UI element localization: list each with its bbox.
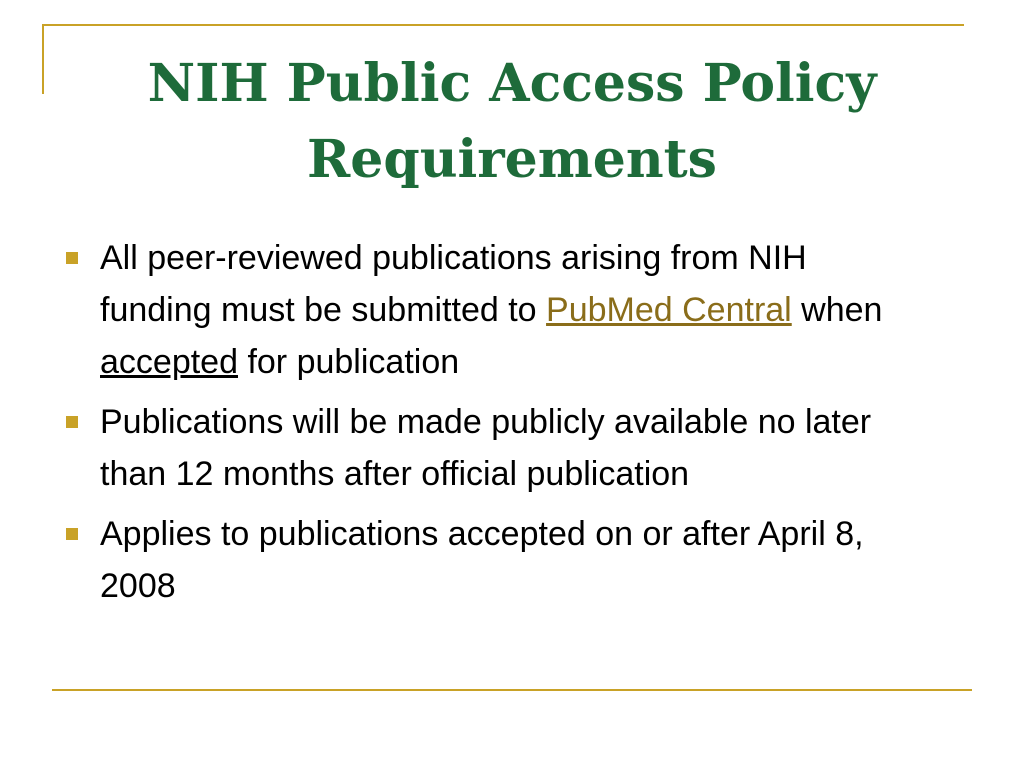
square-bullet-icon — [66, 252, 78, 264]
bullet-1-emphasis: accepted — [100, 343, 238, 381]
square-bullet-icon — [66, 416, 78, 428]
pubmed-central-link[interactable]: PubMed Central — [546, 291, 792, 329]
bullet-3-text: Applies to publications accepted on or after April 8, 2008 — [100, 515, 864, 605]
slide-title-line-1: NIH Public Access Policy — [147, 53, 877, 114]
slide-title — [52, 46, 972, 198]
slide-title-line-2: Requirements — [307, 129, 717, 190]
bullet-1-text-mid: when — [791, 291, 883, 329]
bullet-item-1 — [64, 232, 924, 388]
frame-bottom-line — [52, 689, 972, 691]
bullet-item-3 — [64, 508, 924, 612]
bullet-1-text-after: for publication — [238, 343, 460, 381]
bullet-1-text-before: All peer-reviewed publications arising from NIH funding must be submitted to — [100, 239, 807, 329]
square-bullet-icon — [66, 528, 78, 540]
bullet-list — [64, 232, 924, 620]
frame-top-line — [42, 24, 964, 26]
bullet-2-text: Publications will be made publicly available no later than 12 months after official publication — [100, 403, 872, 493]
bullet-item-2 — [64, 396, 924, 500]
frame-left-line — [42, 24, 44, 94]
